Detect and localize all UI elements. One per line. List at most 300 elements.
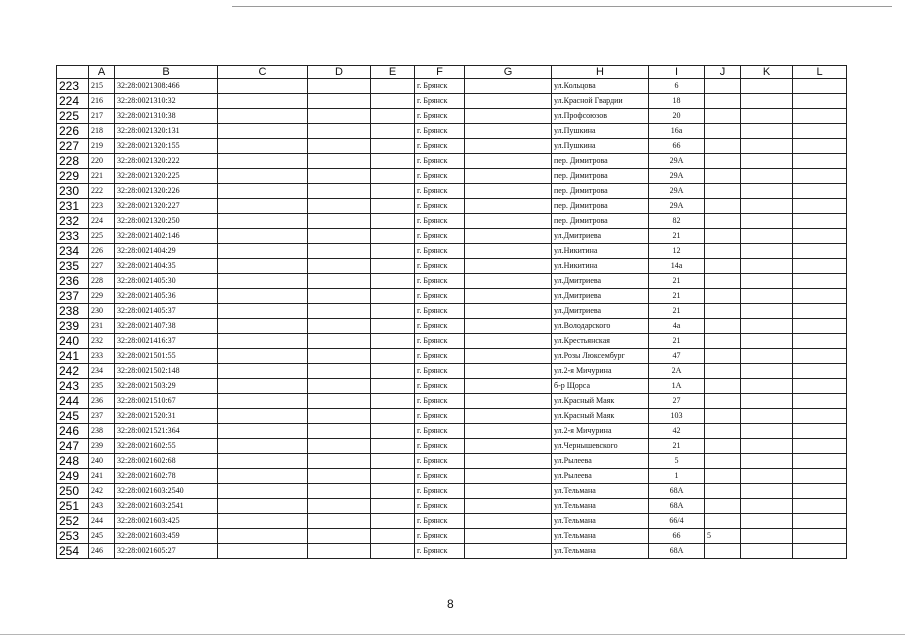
cell-f[interactable]: г. Брянск <box>415 469 465 484</box>
cell-b[interactable]: 32:28:0021603:2541 <box>115 499 218 514</box>
cell-d[interactable] <box>308 154 371 169</box>
cell-c[interactable] <box>218 199 308 214</box>
cell-c[interactable] <box>218 169 308 184</box>
column-header[interactable]: A <box>89 66 115 79</box>
cell-k[interactable] <box>741 484 793 499</box>
cell-l[interactable] <box>793 364 847 379</box>
cell-h[interactable]: б-р Щорса <box>552 379 649 394</box>
cell-f[interactable]: г. Брянск <box>415 529 465 544</box>
cell-b[interactable]: 32:28:0021405:36 <box>115 289 218 304</box>
cell-k[interactable] <box>741 349 793 364</box>
cell-b[interactable]: 32:28:0021521:364 <box>115 424 218 439</box>
cell-a[interactable]: 237 <box>89 409 115 424</box>
cell-d[interactable] <box>308 94 371 109</box>
cell-h[interactable]: ул.Володарского <box>552 319 649 334</box>
cell-h[interactable]: ул.Рылеева <box>552 454 649 469</box>
cell-h[interactable]: ул.Тельмана <box>552 484 649 499</box>
cell-e[interactable] <box>371 109 415 124</box>
cell-l[interactable] <box>793 334 847 349</box>
cell-g[interactable] <box>465 139 552 154</box>
cell-b[interactable]: 32:28:0021404:29 <box>115 244 218 259</box>
cell-a[interactable]: 227 <box>89 259 115 274</box>
cell-c[interactable] <box>218 289 308 304</box>
cell-c[interactable] <box>218 469 308 484</box>
cell-h[interactable]: пер. Димитрова <box>552 184 649 199</box>
cell-c[interactable] <box>218 304 308 319</box>
cell-a[interactable]: 241 <box>89 469 115 484</box>
cell-h[interactable]: пер. Димитрова <box>552 214 649 229</box>
cell-a[interactable]: 245 <box>89 529 115 544</box>
cell-g[interactable] <box>465 514 552 529</box>
cell-k[interactable] <box>741 109 793 124</box>
cell-k[interactable] <box>741 184 793 199</box>
cell-g[interactable] <box>465 184 552 199</box>
cell-l[interactable] <box>793 154 847 169</box>
cell-g[interactable] <box>465 469 552 484</box>
row-number[interactable]: 250 <box>57 484 89 499</box>
row-number[interactable]: 243 <box>57 379 89 394</box>
cell-a[interactable]: 232 <box>89 334 115 349</box>
cell-f[interactable]: г. Брянск <box>415 454 465 469</box>
cell-d[interactable] <box>308 79 371 94</box>
cell-k[interactable] <box>741 409 793 424</box>
cell-l[interactable] <box>793 409 847 424</box>
cell-l[interactable] <box>793 424 847 439</box>
cell-f[interactable]: г. Брянск <box>415 409 465 424</box>
cell-j[interactable] <box>705 424 741 439</box>
cell-g[interactable] <box>465 79 552 94</box>
cell-d[interactable] <box>308 289 371 304</box>
cell-g[interactable] <box>465 439 552 454</box>
cell-f[interactable]: г. Брянск <box>415 244 465 259</box>
cell-e[interactable] <box>371 334 415 349</box>
cell-f[interactable]: г. Брянск <box>415 259 465 274</box>
cell-b[interactable]: 32:28:0021503:29 <box>115 379 218 394</box>
cell-k[interactable] <box>741 424 793 439</box>
cell-c[interactable] <box>218 544 308 559</box>
cell-c[interactable] <box>218 274 308 289</box>
row-number[interactable]: 251 <box>57 499 89 514</box>
cell-h[interactable]: ул.Пушкина <box>552 139 649 154</box>
cell-e[interactable] <box>371 319 415 334</box>
cell-i[interactable]: 4а <box>649 319 705 334</box>
cell-h[interactable]: ул.Тельмана <box>552 514 649 529</box>
cell-d[interactable] <box>308 439 371 454</box>
cell-d[interactable] <box>308 169 371 184</box>
cell-f[interactable]: г. Брянск <box>415 229 465 244</box>
cell-g[interactable] <box>465 169 552 184</box>
column-header[interactable]: E <box>371 66 415 79</box>
cell-e[interactable] <box>371 544 415 559</box>
cell-f[interactable]: г. Брянск <box>415 304 465 319</box>
cell-j[interactable] <box>705 469 741 484</box>
cell-g[interactable] <box>465 319 552 334</box>
cell-e[interactable] <box>371 124 415 139</box>
cell-a[interactable]: 221 <box>89 169 115 184</box>
cell-b[interactable]: 32:28:0021320:155 <box>115 139 218 154</box>
cell-i[interactable]: 18 <box>649 94 705 109</box>
cell-k[interactable] <box>741 469 793 484</box>
row-number[interactable]: 228 <box>57 154 89 169</box>
cell-i[interactable]: 1А <box>649 379 705 394</box>
cell-e[interactable] <box>371 349 415 364</box>
cell-h[interactable]: ул.2-я Мичурина <box>552 424 649 439</box>
cell-b[interactable]: 32:28:0021320:227 <box>115 199 218 214</box>
cell-g[interactable] <box>465 499 552 514</box>
cell-a[interactable]: 219 <box>89 139 115 154</box>
cell-b[interactable]: 32:28:0021405:30 <box>115 274 218 289</box>
cell-f[interactable]: г. Брянск <box>415 484 465 499</box>
cell-l[interactable] <box>793 274 847 289</box>
cell-h[interactable]: пер. Димитрова <box>552 199 649 214</box>
cell-b[interactable]: 32:28:0021602:78 <box>115 469 218 484</box>
cell-d[interactable] <box>308 364 371 379</box>
cell-k[interactable] <box>741 259 793 274</box>
cell-b[interactable]: 32:28:0021602:68 <box>115 454 218 469</box>
cell-g[interactable] <box>465 364 552 379</box>
cell-i[interactable]: 21 <box>649 274 705 289</box>
cell-b[interactable]: 32:28:0021603:2540 <box>115 484 218 499</box>
cell-d[interactable] <box>308 469 371 484</box>
cell-j[interactable] <box>705 394 741 409</box>
cell-a[interactable]: 225 <box>89 229 115 244</box>
cell-j[interactable] <box>705 229 741 244</box>
cell-j[interactable] <box>705 124 741 139</box>
cell-k[interactable] <box>741 199 793 214</box>
cell-k[interactable] <box>741 454 793 469</box>
cell-l[interactable] <box>793 469 847 484</box>
cell-e[interactable] <box>371 454 415 469</box>
cell-h[interactable]: ул.Дмитриева <box>552 289 649 304</box>
cell-f[interactable]: г. Брянск <box>415 424 465 439</box>
column-header[interactable]: F <box>415 66 465 79</box>
cell-l[interactable] <box>793 394 847 409</box>
cell-d[interactable] <box>308 349 371 364</box>
cell-f[interactable]: г. Брянск <box>415 439 465 454</box>
cell-k[interactable] <box>741 214 793 229</box>
cell-k[interactable] <box>741 319 793 334</box>
cell-e[interactable] <box>371 289 415 304</box>
cell-b[interactable]: 32:28:0021320:222 <box>115 154 218 169</box>
cell-b[interactable]: 32:28:0021320:131 <box>115 124 218 139</box>
cell-e[interactable] <box>371 259 415 274</box>
cell-h[interactable]: пер. Димитрова <box>552 169 649 184</box>
cell-d[interactable] <box>308 304 371 319</box>
cell-k[interactable] <box>741 514 793 529</box>
cell-d[interactable] <box>308 424 371 439</box>
row-number[interactable]: 254 <box>57 544 89 559</box>
cell-f[interactable]: г. Брянск <box>415 289 465 304</box>
cell-g[interactable] <box>465 349 552 364</box>
column-header[interactable]: J <box>705 66 741 79</box>
cell-a[interactable]: 223 <box>89 199 115 214</box>
column-header[interactable]: L <box>793 66 847 79</box>
cell-f[interactable]: г. Брянск <box>415 544 465 559</box>
cell-b[interactable]: 32:28:0021404:35 <box>115 259 218 274</box>
cell-e[interactable] <box>371 244 415 259</box>
cell-e[interactable] <box>371 169 415 184</box>
cell-c[interactable] <box>218 244 308 259</box>
row-number[interactable]: 223 <box>57 79 89 94</box>
row-number[interactable]: 226 <box>57 124 89 139</box>
cell-d[interactable] <box>308 454 371 469</box>
cell-b[interactable]: 32:28:0021510:67 <box>115 394 218 409</box>
cell-c[interactable] <box>218 484 308 499</box>
row-number[interactable]: 245 <box>57 409 89 424</box>
cell-l[interactable] <box>793 199 847 214</box>
cell-c[interactable] <box>218 424 308 439</box>
cell-b[interactable]: 32:28:0021320:225 <box>115 169 218 184</box>
cell-d[interactable] <box>308 394 371 409</box>
cell-l[interactable] <box>793 184 847 199</box>
cell-e[interactable] <box>371 229 415 244</box>
column-header[interactable]: B <box>115 66 218 79</box>
cell-d[interactable] <box>308 484 371 499</box>
cell-h[interactable]: ул.Никитина <box>552 244 649 259</box>
cell-j[interactable] <box>705 409 741 424</box>
cell-a[interactable]: 222 <box>89 184 115 199</box>
cell-a[interactable]: 216 <box>89 94 115 109</box>
cell-a[interactable]: 238 <box>89 424 115 439</box>
cell-k[interactable] <box>741 499 793 514</box>
cell-d[interactable] <box>308 544 371 559</box>
cell-g[interactable] <box>465 244 552 259</box>
cell-b[interactable]: 32:28:0021310:38 <box>115 109 218 124</box>
cell-g[interactable] <box>465 229 552 244</box>
row-number[interactable]: 233 <box>57 229 89 244</box>
cell-a[interactable]: 235 <box>89 379 115 394</box>
cell-k[interactable] <box>741 244 793 259</box>
column-header[interactable]: D <box>308 66 371 79</box>
cell-l[interactable] <box>793 349 847 364</box>
cell-h[interactable]: ул.Рылеева <box>552 469 649 484</box>
cell-h[interactable]: ул.Красный Маяк <box>552 409 649 424</box>
cell-a[interactable]: 243 <box>89 499 115 514</box>
cell-k[interactable] <box>741 334 793 349</box>
cell-i[interactable]: 103 <box>649 409 705 424</box>
cell-a[interactable]: 234 <box>89 364 115 379</box>
cell-k[interactable] <box>741 139 793 154</box>
cell-c[interactable] <box>218 334 308 349</box>
cell-j[interactable] <box>705 349 741 364</box>
cell-j[interactable] <box>705 274 741 289</box>
cell-j[interactable] <box>705 499 741 514</box>
row-number[interactable]: 232 <box>57 214 89 229</box>
cell-i[interactable]: 29А <box>649 199 705 214</box>
cell-g[interactable] <box>465 94 552 109</box>
row-number[interactable]: 253 <box>57 529 89 544</box>
cell-h[interactable]: ул.Тельмана <box>552 499 649 514</box>
cell-c[interactable] <box>218 229 308 244</box>
cell-l[interactable] <box>793 214 847 229</box>
row-number[interactable]: 237 <box>57 289 89 304</box>
cell-e[interactable] <box>371 469 415 484</box>
cell-k[interactable] <box>741 304 793 319</box>
row-number[interactable]: 239 <box>57 319 89 334</box>
cell-i[interactable]: 21 <box>649 304 705 319</box>
cell-d[interactable] <box>308 529 371 544</box>
cell-i[interactable]: 27 <box>649 394 705 409</box>
cell-i[interactable]: 29А <box>649 154 705 169</box>
cell-j[interactable] <box>705 169 741 184</box>
cell-g[interactable] <box>465 274 552 289</box>
cell-i[interactable]: 16а <box>649 124 705 139</box>
cell-j[interactable] <box>705 244 741 259</box>
cell-h[interactable]: ул.Дмитриева <box>552 229 649 244</box>
cell-f[interactable]: г. Брянск <box>415 274 465 289</box>
cell-j[interactable] <box>705 199 741 214</box>
cell-g[interactable] <box>465 334 552 349</box>
cell-f[interactable]: г. Брянск <box>415 394 465 409</box>
cell-d[interactable] <box>308 409 371 424</box>
row-number[interactable]: 236 <box>57 274 89 289</box>
row-number[interactable]: 252 <box>57 514 89 529</box>
cell-i[interactable]: 21 <box>649 289 705 304</box>
cell-d[interactable] <box>308 274 371 289</box>
cell-e[interactable] <box>371 94 415 109</box>
cell-g[interactable] <box>465 424 552 439</box>
cell-g[interactable] <box>465 454 552 469</box>
cell-a[interactable]: 242 <box>89 484 115 499</box>
column-header[interactable]: I <box>649 66 705 79</box>
cell-e[interactable] <box>371 79 415 94</box>
cell-d[interactable] <box>308 109 371 124</box>
row-number[interactable]: 238 <box>57 304 89 319</box>
cell-h[interactable]: ул.Профсоюзов <box>552 109 649 124</box>
cell-b[interactable]: 32:28:0021602:55 <box>115 439 218 454</box>
cell-c[interactable] <box>218 79 308 94</box>
cell-k[interactable] <box>741 379 793 394</box>
cell-j[interactable] <box>705 154 741 169</box>
cell-b[interactable]: 32:28:0021603:425 <box>115 514 218 529</box>
cell-i[interactable]: 29А <box>649 184 705 199</box>
cell-e[interactable] <box>371 484 415 499</box>
cell-g[interactable] <box>465 394 552 409</box>
cell-b[interactable]: 32:28:0021308:466 <box>115 79 218 94</box>
cell-b[interactable]: 32:28:0021407:38 <box>115 319 218 334</box>
cell-l[interactable] <box>793 439 847 454</box>
cell-d[interactable] <box>308 514 371 529</box>
cell-l[interactable] <box>793 454 847 469</box>
cell-e[interactable] <box>371 199 415 214</box>
cell-i[interactable]: 21 <box>649 334 705 349</box>
cell-i[interactable]: 21 <box>649 229 705 244</box>
column-header[interactable]: C <box>218 66 308 79</box>
row-number[interactable]: 248 <box>57 454 89 469</box>
cell-f[interactable]: г. Брянск <box>415 349 465 364</box>
row-number[interactable]: 234 <box>57 244 89 259</box>
cell-c[interactable] <box>218 529 308 544</box>
cell-i[interactable]: 1 <box>649 469 705 484</box>
cell-f[interactable]: г. Брянск <box>415 124 465 139</box>
cell-j[interactable]: 5 <box>705 529 741 544</box>
cell-k[interactable] <box>741 94 793 109</box>
cell-f[interactable]: г. Брянск <box>415 79 465 94</box>
cell-h[interactable]: ул.Тельмана <box>552 544 649 559</box>
cell-a[interactable]: 224 <box>89 214 115 229</box>
cell-c[interactable] <box>218 319 308 334</box>
cell-e[interactable] <box>371 409 415 424</box>
cell-k[interactable] <box>741 544 793 559</box>
cell-j[interactable] <box>705 109 741 124</box>
cell-k[interactable] <box>741 529 793 544</box>
cell-l[interactable] <box>793 514 847 529</box>
cell-j[interactable] <box>705 184 741 199</box>
cell-e[interactable] <box>371 499 415 514</box>
cell-d[interactable] <box>308 319 371 334</box>
cell-l[interactable] <box>793 139 847 154</box>
cell-g[interactable] <box>465 529 552 544</box>
row-number[interactable]: 246 <box>57 424 89 439</box>
row-number[interactable]: 241 <box>57 349 89 364</box>
cell-d[interactable] <box>308 259 371 274</box>
cell-l[interactable] <box>793 379 847 394</box>
cell-k[interactable] <box>741 274 793 289</box>
cell-c[interactable] <box>218 184 308 199</box>
cell-h[interactable]: ул.Крестьянская <box>552 334 649 349</box>
cell-d[interactable] <box>308 379 371 394</box>
cell-e[interactable] <box>371 154 415 169</box>
column-header[interactable]: K <box>741 66 793 79</box>
cell-b[interactable]: 32:28:0021416:37 <box>115 334 218 349</box>
cell-g[interactable] <box>465 214 552 229</box>
cell-l[interactable] <box>793 259 847 274</box>
cell-e[interactable] <box>371 529 415 544</box>
cell-i[interactable]: 12 <box>649 244 705 259</box>
cell-f[interactable]: г. Брянск <box>415 364 465 379</box>
cell-a[interactable]: 217 <box>89 109 115 124</box>
cell-h[interactable]: ул.Чернышевского <box>552 439 649 454</box>
cell-c[interactable] <box>218 349 308 364</box>
cell-e[interactable] <box>371 364 415 379</box>
row-number[interactable]: 229 <box>57 169 89 184</box>
cell-b[interactable]: 32:28:0021603:459 <box>115 529 218 544</box>
cell-j[interactable] <box>705 454 741 469</box>
cell-j[interactable] <box>705 259 741 274</box>
cell-a[interactable]: 229 <box>89 289 115 304</box>
cell-d[interactable] <box>308 214 371 229</box>
cell-i[interactable]: 68А <box>649 544 705 559</box>
cell-f[interactable]: г. Брянск <box>415 169 465 184</box>
row-number[interactable]: 247 <box>57 439 89 454</box>
cell-f[interactable]: г. Брянск <box>415 499 465 514</box>
cell-l[interactable] <box>793 244 847 259</box>
cell-k[interactable] <box>741 229 793 244</box>
cell-i[interactable]: 20 <box>649 109 705 124</box>
cell-i[interactable]: 6 <box>649 79 705 94</box>
column-header[interactable]: H <box>552 66 649 79</box>
cell-c[interactable] <box>218 124 308 139</box>
cell-a[interactable]: 228 <box>89 274 115 289</box>
cell-i[interactable]: 47 <box>649 349 705 364</box>
cell-f[interactable]: г. Брянск <box>415 139 465 154</box>
cell-h[interactable]: ул.Пушкина <box>552 124 649 139</box>
cell-l[interactable] <box>793 94 847 109</box>
cell-i[interactable]: 82 <box>649 214 705 229</box>
cell-a[interactable]: 215 <box>89 79 115 94</box>
cell-a[interactable]: 244 <box>89 514 115 529</box>
cell-c[interactable] <box>218 139 308 154</box>
cell-f[interactable]: г. Брянск <box>415 199 465 214</box>
cell-h[interactable]: ул.2-я Мичурина <box>552 364 649 379</box>
cell-g[interactable] <box>465 289 552 304</box>
cell-d[interactable] <box>308 199 371 214</box>
cell-j[interactable] <box>705 304 741 319</box>
row-number[interactable]: 231 <box>57 199 89 214</box>
cell-g[interactable] <box>465 199 552 214</box>
cell-j[interactable] <box>705 79 741 94</box>
cell-c[interactable] <box>218 214 308 229</box>
